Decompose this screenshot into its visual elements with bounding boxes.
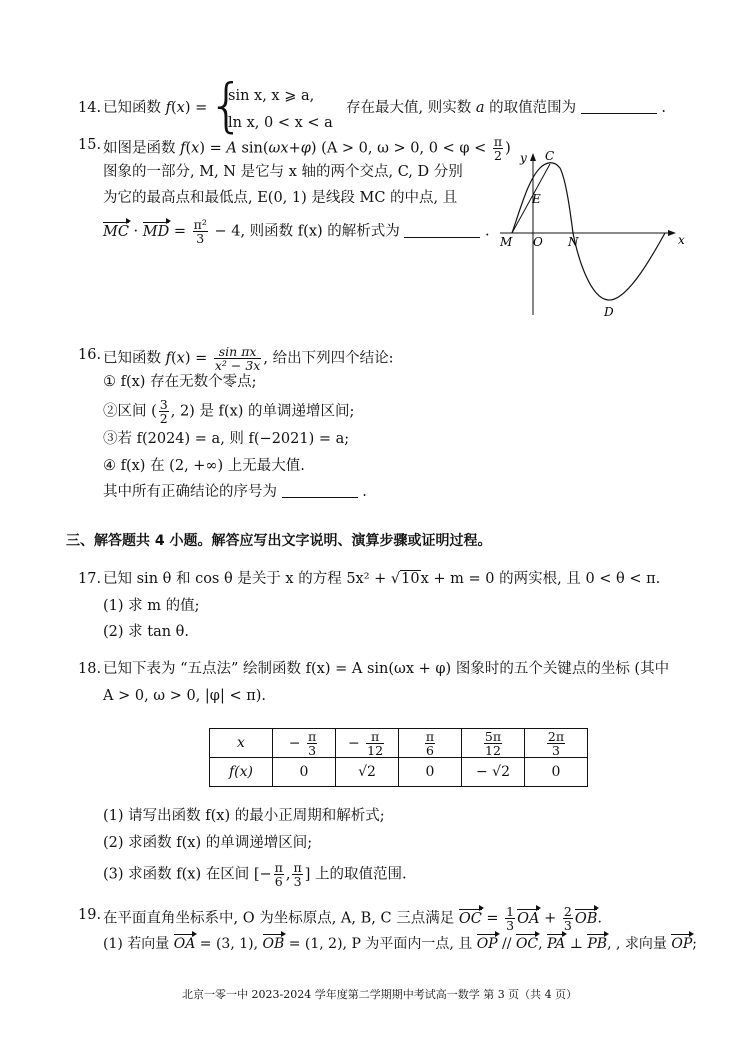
- q15-pi-over-2: $\frac{\pi}{2}$: [493, 134, 503, 163]
- q14-case1: sin x, x ⩾ a,: [228, 88, 315, 104]
- section-3-heading: 三、解答题共 4 小题。解答应写出文字说明、演算步骤或证明过程。: [66, 533, 492, 549]
- q16-conclusion-4: ④ f(x) 在 (2, +∞) 上无最大值.: [103, 458, 305, 474]
- table-cell-x-1: − $\frac{\pi}{12}$: [336, 729, 399, 758]
- q16-conclusion-2: ②区间 ( $\frac{3}{2}$ , 2) 是 f(x) 的单调递增区间;: [103, 397, 355, 426]
- q16-line1: 已知函数 f(x) = $\frac{\text{sin πx}}{\text{x² − 3x}}$ , 给出下列四个结论:: [103, 344, 394, 373]
- table-header-f: f(x): [210, 758, 273, 787]
- q15-answer-blank[interactable]: [404, 223, 480, 238]
- q17-sqrt: √10: [390, 571, 420, 587]
- q15-line2: 图象的一部分, M, N 是它与 x 轴的两个交点, C, D 分别: [103, 164, 463, 180]
- table-cell-f-1: √2: [336, 758, 399, 787]
- q16-number: 16.: [78, 347, 102, 363]
- q14-tail: 存在最大值, 则实数 a 的取值范围为 .: [346, 100, 666, 116]
- table-cell-f-3: − √2: [462, 758, 525, 787]
- graph-label-C: C: [545, 149, 555, 163]
- q14-lead: 已知函数 f(x) =: [103, 100, 208, 116]
- graph-label-N: N: [568, 235, 579, 249]
- q17-part1: (1) 求 m 的值;: [103, 598, 200, 614]
- graph-label-E: E: [532, 192, 541, 206]
- q17-part2: (2) 求 tan θ.: [103, 624, 190, 640]
- q14-answer-blank[interactable]: [581, 99, 657, 114]
- q18-line1: 已知下表为 “五点法” 绘制函数 f(x) = A sin(ωx + φ) 图象时的五个关键点的坐标 (其中: [103, 661, 670, 677]
- q18-number: 18.: [78, 661, 102, 677]
- table-cell-f-4: 0: [525, 758, 588, 787]
- q15-line1: 如图是函数 f(x) = A sin(ωx+φ) (A > 0, ω > 0, 0 < φ < $\frac{\pi}{2}$ ): [103, 134, 511, 163]
- graph-label-O: O: [533, 235, 543, 249]
- graph-label-M: M: [500, 235, 513, 249]
- table-row-x: [210, 729, 588, 758]
- q18-part1: (1) 请写出函数 f(x) 的最小正周期和解析式;: [103, 808, 385, 824]
- q14-fx: f: [165, 100, 171, 116]
- page-footer: 北京一零一中 2023-2024 学年度第二学期期中考试高一数学 第 3 页（共 4 页）: [182, 988, 578, 1001]
- q16-answer-blank[interactable]: [282, 483, 358, 498]
- table-cell-f-0: 0: [273, 758, 336, 787]
- q19-number: 19.: [78, 907, 102, 923]
- q17-line1: 已知 sin θ 和 cos θ 是关于 x 的方程 5x² + √10x + m = 0 的两实根, 且 0 < θ < π.: [103, 571, 661, 587]
- graph-label-x: x: [678, 233, 685, 247]
- table-cell-x-2: $\frac{\pi}{6}$: [399, 729, 462, 758]
- q15-line3: 为它的最高点和最低点, E(0, 1) 是线段 MC 的中点, 且: [103, 190, 458, 206]
- q18-five-point-table: [209, 728, 588, 787]
- q17-number: 17.: [78, 571, 102, 587]
- table-cell-x-3: $\frac{5\pi}{12}$: [462, 729, 525, 758]
- table-header-x: x: [210, 729, 273, 758]
- q15-line4: MC · MD = $\frac{\text{π²}}{3}$ − 4, 则函数 f(x) 的解析式为 .: [103, 217, 490, 246]
- graph-label-D: D: [604, 305, 614, 319]
- graph-label-y: y: [520, 151, 527, 165]
- table-cell-f-2: 0: [399, 758, 462, 787]
- q16-conclusion-3: ③若 f(2024) = a, 则 f(−2021) = a;: [103, 431, 350, 447]
- q16-fraction: $\frac{\text{sin πx}}{\text{x² − 3x}}$: [214, 344, 261, 373]
- q14-brace: {: [208, 71, 245, 139]
- q16-conclusion-1: ① f(x) 存在无数个零点;: [103, 374, 257, 390]
- table-cell-x-4: $\frac{2\pi}{3}$: [525, 729, 588, 758]
- q19-line1: 在平面直角坐标系中, O 为坐标原点, A, B, C 三点满足 OC = $\frac{1}{3}$ OA + $\frac{2}{3}$ OB.: [103, 904, 602, 933]
- q16-ask: 其中所有正确结论的序号为 .: [103, 484, 367, 500]
- table-cell-x-0: − $\frac{\pi}{3}$: [273, 729, 336, 758]
- q14-case2: ln x, 0 < x < a: [228, 115, 333, 131]
- table-row-f: [210, 758, 588, 787]
- q14-number: 14.: [78, 100, 102, 116]
- q15-pi2-over-3: $\frac{\text{π²}}{3}$: [193, 217, 207, 246]
- q15-number: 15.: [78, 137, 102, 153]
- q16-three-halves: $\frac{3}{2}$: [159, 397, 168, 426]
- q19-part1: (1) 若向量 OA = (3, 1), OB = (1, 2), P 为平面内一点, 且 OP // OC, PA ⊥ PB, , 求向量 OP;: [103, 936, 697, 952]
- q18-part3: (3) 求函数 f(x) 在区间 [− $\frac{\pi}{6}$ , $\frac{\pi}{3}$ ] 上的取值范围.: [103, 860, 407, 889]
- q15-graph: [490, 140, 690, 330]
- q18-line2: A > 0, ω > 0, |φ| < π).: [103, 688, 267, 704]
- q18-part2: (2) 求函数 f(x) 的单调递增区间;: [103, 835, 313, 851]
